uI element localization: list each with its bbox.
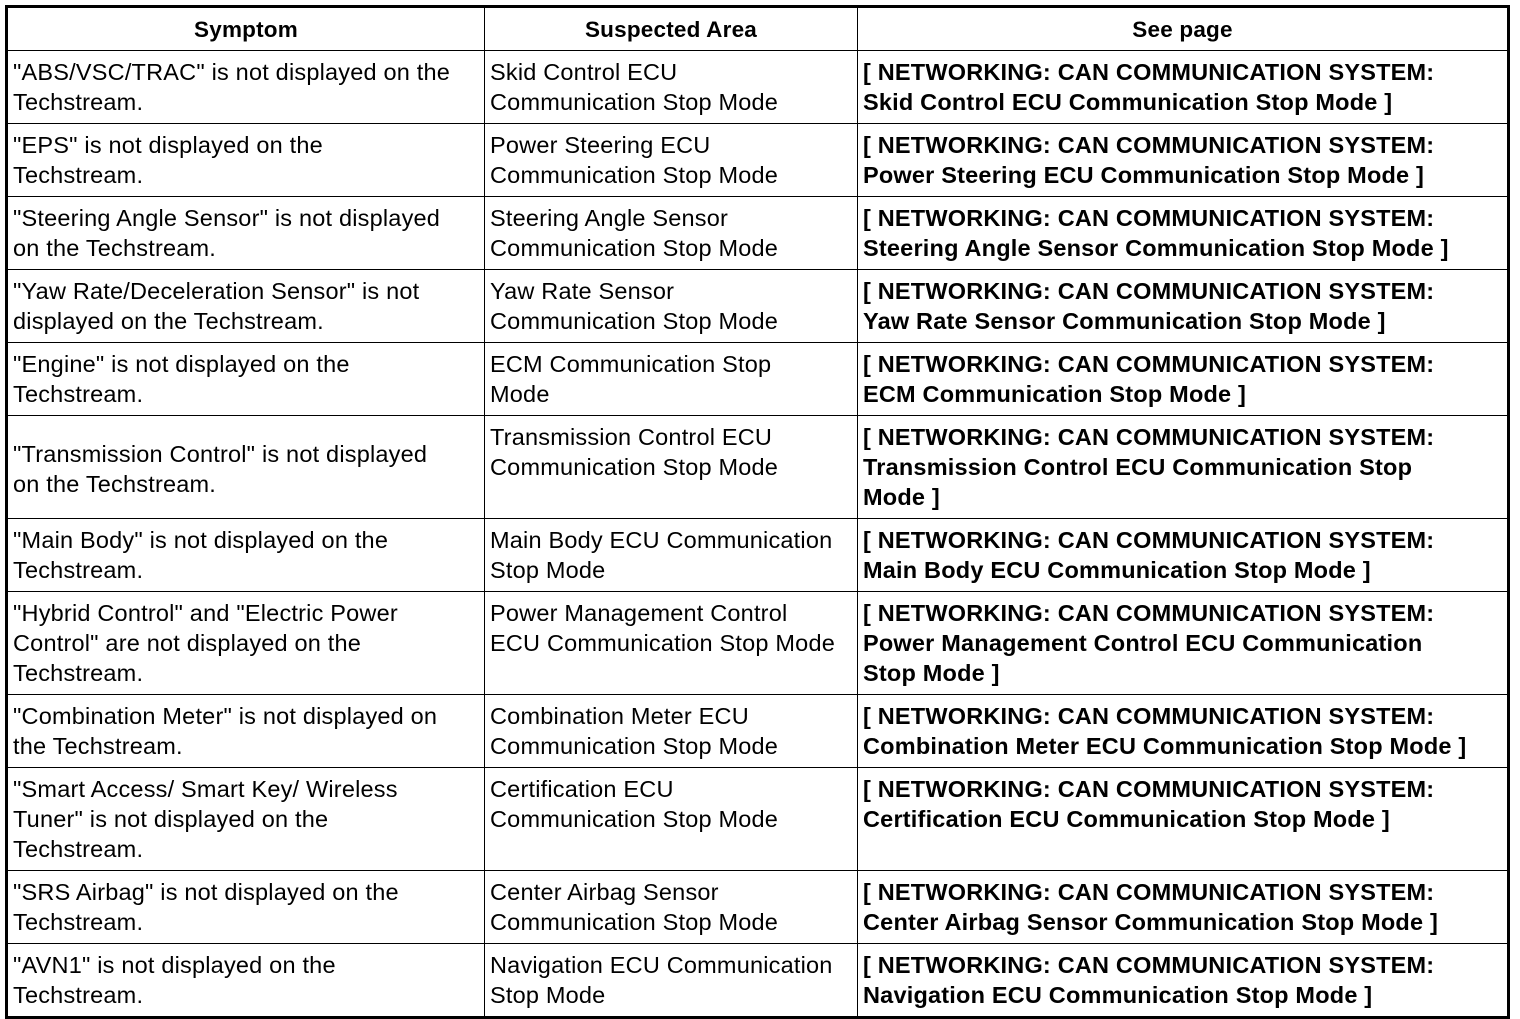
cell-line: displayed on the Techstream. xyxy=(13,308,324,334)
cell-line: Techstream. xyxy=(13,381,144,407)
cell-line: "AVN1" is not displayed on the xyxy=(13,952,336,978)
cell-line: Mode ] xyxy=(863,484,940,510)
see-page-link[interactable] xyxy=(858,270,1509,343)
cell-line: ECM Communication Stop xyxy=(490,351,772,377)
cell-line: Techstream. xyxy=(13,162,144,188)
cell-line: "Yaw Rate/Deceleration Sensor" is not xyxy=(13,278,420,304)
symptom-table xyxy=(5,5,1510,1019)
cell-line: the Techstream. xyxy=(13,733,183,759)
cell-line: Techstream. xyxy=(13,89,144,115)
see-page-link[interactable] xyxy=(858,124,1509,197)
cell-line: Power Steering ECU Communication Stop Mode ] xyxy=(863,162,1425,188)
suspected-area-cell xyxy=(485,343,858,416)
symptom-cell xyxy=(7,343,485,416)
cell-line: Stop Mode xyxy=(490,982,606,1008)
cell-line: Center Airbag Sensor xyxy=(490,879,719,905)
cell-line: Mode xyxy=(490,381,550,407)
table-row xyxy=(7,343,1509,416)
symptom-cell xyxy=(7,871,485,944)
cell-line: Techstream. xyxy=(13,909,144,935)
cell-line: on the Techstream. xyxy=(13,235,217,261)
header-symptom: Symptom xyxy=(7,7,485,51)
suspected-area-cell xyxy=(485,695,858,768)
cell-line: Navigation ECU Communication Stop Mode ] xyxy=(863,982,1373,1008)
cell-line: [ NETWORKING: CAN COMMUNICATION SYSTEM: xyxy=(863,952,1435,978)
cell-line: Techstream. xyxy=(13,557,144,583)
cell-line: [ NETWORKING: CAN COMMUNICATION SYSTEM: xyxy=(863,879,1435,905)
see-page-link[interactable] xyxy=(858,197,1509,270)
table-row xyxy=(7,197,1509,270)
symptom-cell xyxy=(7,519,485,592)
cell-line: [ NETWORKING: CAN COMMUNICATION SYSTEM: xyxy=(863,776,1435,802)
symptom-cell xyxy=(7,592,485,695)
cell-line: [ NETWORKING: CAN COMMUNICATION SYSTEM: xyxy=(863,527,1435,553)
symptom-cell xyxy=(7,270,485,343)
cell-line: "Combination Meter" is not displayed on xyxy=(13,703,438,729)
cell-line: Transmission Control ECU Communication Stop xyxy=(863,454,1413,480)
table-row xyxy=(7,768,1509,871)
symptom-cell xyxy=(7,944,485,1018)
table-row xyxy=(7,592,1509,695)
cell-line: Stop Mode ] xyxy=(863,660,1000,686)
cell-line: Techstream. xyxy=(13,836,144,862)
cell-line: Combination Meter ECU xyxy=(490,703,749,729)
see-page-link[interactable] xyxy=(858,343,1509,416)
troubleshooting-sheet xyxy=(5,5,1507,1008)
cell-line: Control" are not displayed on the xyxy=(13,630,362,656)
suspected-area-cell xyxy=(485,197,858,270)
cell-line: Skid Control ECU Communication Stop Mode ] xyxy=(863,89,1393,115)
suspected-area-cell xyxy=(485,871,858,944)
cell-line: ECU Communication Stop Mode xyxy=(490,630,835,656)
cell-line: Techstream. xyxy=(13,660,144,686)
suspected-area-cell xyxy=(485,270,858,343)
cell-line: Communication Stop Mode xyxy=(490,89,779,115)
suspected-area-cell xyxy=(485,944,858,1018)
cell-line: Communication Stop Mode xyxy=(490,733,779,759)
table-row xyxy=(7,871,1509,944)
cell-line: Communication Stop Mode xyxy=(490,454,779,480)
cell-line: Skid Control ECU xyxy=(490,59,678,85)
table-row xyxy=(7,51,1509,124)
cell-line: [ NETWORKING: CAN COMMUNICATION SYSTEM: xyxy=(863,205,1435,231)
table-row xyxy=(7,416,1509,519)
see-page-link[interactable] xyxy=(858,871,1509,944)
cell-line: Power Management Control ECU Communication xyxy=(863,630,1423,656)
cell-line: Center Airbag Sensor Communication Stop Mode ] xyxy=(863,909,1438,935)
cell-line: Stop Mode xyxy=(490,557,606,583)
see-page-link[interactable] xyxy=(858,416,1509,519)
cell-line: Steering Angle Sensor Communication Stop Mode ] xyxy=(863,235,1449,261)
cell-line: Certification ECU xyxy=(490,776,674,802)
cell-line: [ NETWORKING: CAN COMMUNICATION SYSTEM: xyxy=(863,424,1435,450)
cell-line: "Hybrid Control" and "Electric Power xyxy=(13,600,398,626)
symptom-cell xyxy=(7,416,485,519)
table-row xyxy=(7,695,1509,768)
cell-line: Communication Stop Mode xyxy=(490,162,779,188)
cell-line: "Smart Access/ Smart Key/ Wireless xyxy=(13,776,398,802)
cell-line: [ NETWORKING: CAN COMMUNICATION SYSTEM: xyxy=(863,278,1435,304)
symptom-cell xyxy=(7,695,485,768)
cell-line: Tuner" is not displayed on the xyxy=(13,806,329,832)
cell-line: [ NETWORKING: CAN COMMUNICATION SYSTEM: xyxy=(863,351,1435,377)
suspected-area-cell xyxy=(485,51,858,124)
suspected-area-cell xyxy=(485,124,858,197)
cell-line: Navigation ECU Communication xyxy=(490,952,833,978)
cell-line: Communication Stop Mode xyxy=(490,909,779,935)
see-page-link[interactable] xyxy=(858,944,1509,1018)
symptom-cell xyxy=(7,197,485,270)
cell-line: Power Steering ECU xyxy=(490,132,711,158)
see-page-link[interactable] xyxy=(858,592,1509,695)
see-page-link[interactable] xyxy=(858,519,1509,592)
cell-line: "Engine" is not displayed on the xyxy=(13,351,350,377)
cell-line: Power Management Control xyxy=(490,600,788,626)
cell-line: Transmission Control ECU xyxy=(490,424,773,450)
cell-line: Yaw Rate Sensor xyxy=(490,278,675,304)
table-row xyxy=(7,519,1509,592)
cell-line: [ NETWORKING: CAN COMMUNICATION SYSTEM: xyxy=(863,132,1435,158)
cell-line: Communication Stop Mode xyxy=(490,308,779,334)
cell-line: Combination Meter ECU Communication Stop Mode ] xyxy=(863,733,1467,759)
see-page-link[interactable] xyxy=(858,768,1509,871)
header-see-page: See page xyxy=(858,7,1509,51)
cell-line: Communication Stop Mode xyxy=(490,235,779,261)
symptom-cell xyxy=(7,124,485,197)
cell-line: Main Body ECU Communication xyxy=(490,527,833,553)
header-suspected-area: Suspected Area xyxy=(485,7,858,51)
suspected-area-cell xyxy=(485,416,858,519)
cell-line: "EPS" is not displayed on the xyxy=(13,132,323,158)
cell-line: on the Techstream. xyxy=(13,470,217,497)
cell-line: "Steering Angle Sensor" is not displayed xyxy=(13,205,441,231)
cell-line: Communication Stop Mode xyxy=(490,806,779,832)
cell-line: [ NETWORKING: CAN COMMUNICATION SYSTEM: xyxy=(863,703,1435,729)
cell-line: Steering Angle Sensor xyxy=(490,205,729,231)
suspected-area-cell xyxy=(485,592,858,695)
cell-line: Certification ECU Communication Stop Mode ] xyxy=(863,806,1390,832)
cell-line: [ NETWORKING: CAN COMMUNICATION SYSTEM: xyxy=(863,600,1435,626)
cell-line: Techstream. xyxy=(13,982,144,1008)
symptom-cell xyxy=(7,768,485,871)
cell-line: Yaw Rate Sensor Communication Stop Mode ] xyxy=(863,308,1386,334)
see-page-link[interactable] xyxy=(858,695,1509,768)
cell-line: "Transmission Control" is not displayed xyxy=(13,440,428,467)
table-row xyxy=(7,944,1509,1018)
suspected-area-cell xyxy=(485,519,858,592)
cell-line: "ABS/VSC/TRAC" is not displayed on the xyxy=(13,59,451,85)
cell-line: ECM Communication Stop Mode ] xyxy=(863,381,1247,407)
cell-line: [ NETWORKING: CAN COMMUNICATION SYSTEM: xyxy=(863,59,1435,85)
cell-line: Main Body ECU Communication Stop Mode ] xyxy=(863,557,1371,583)
table-row xyxy=(7,270,1509,343)
suspected-area-cell xyxy=(485,768,858,871)
symptom-cell xyxy=(7,51,485,124)
see-page-link[interactable] xyxy=(858,51,1509,124)
table-header-row xyxy=(7,7,1509,51)
table-row xyxy=(7,124,1509,197)
cell-line: "Main Body" is not displayed on the xyxy=(13,527,389,553)
cell-line: "SRS Airbag" is not displayed on the xyxy=(13,879,399,905)
